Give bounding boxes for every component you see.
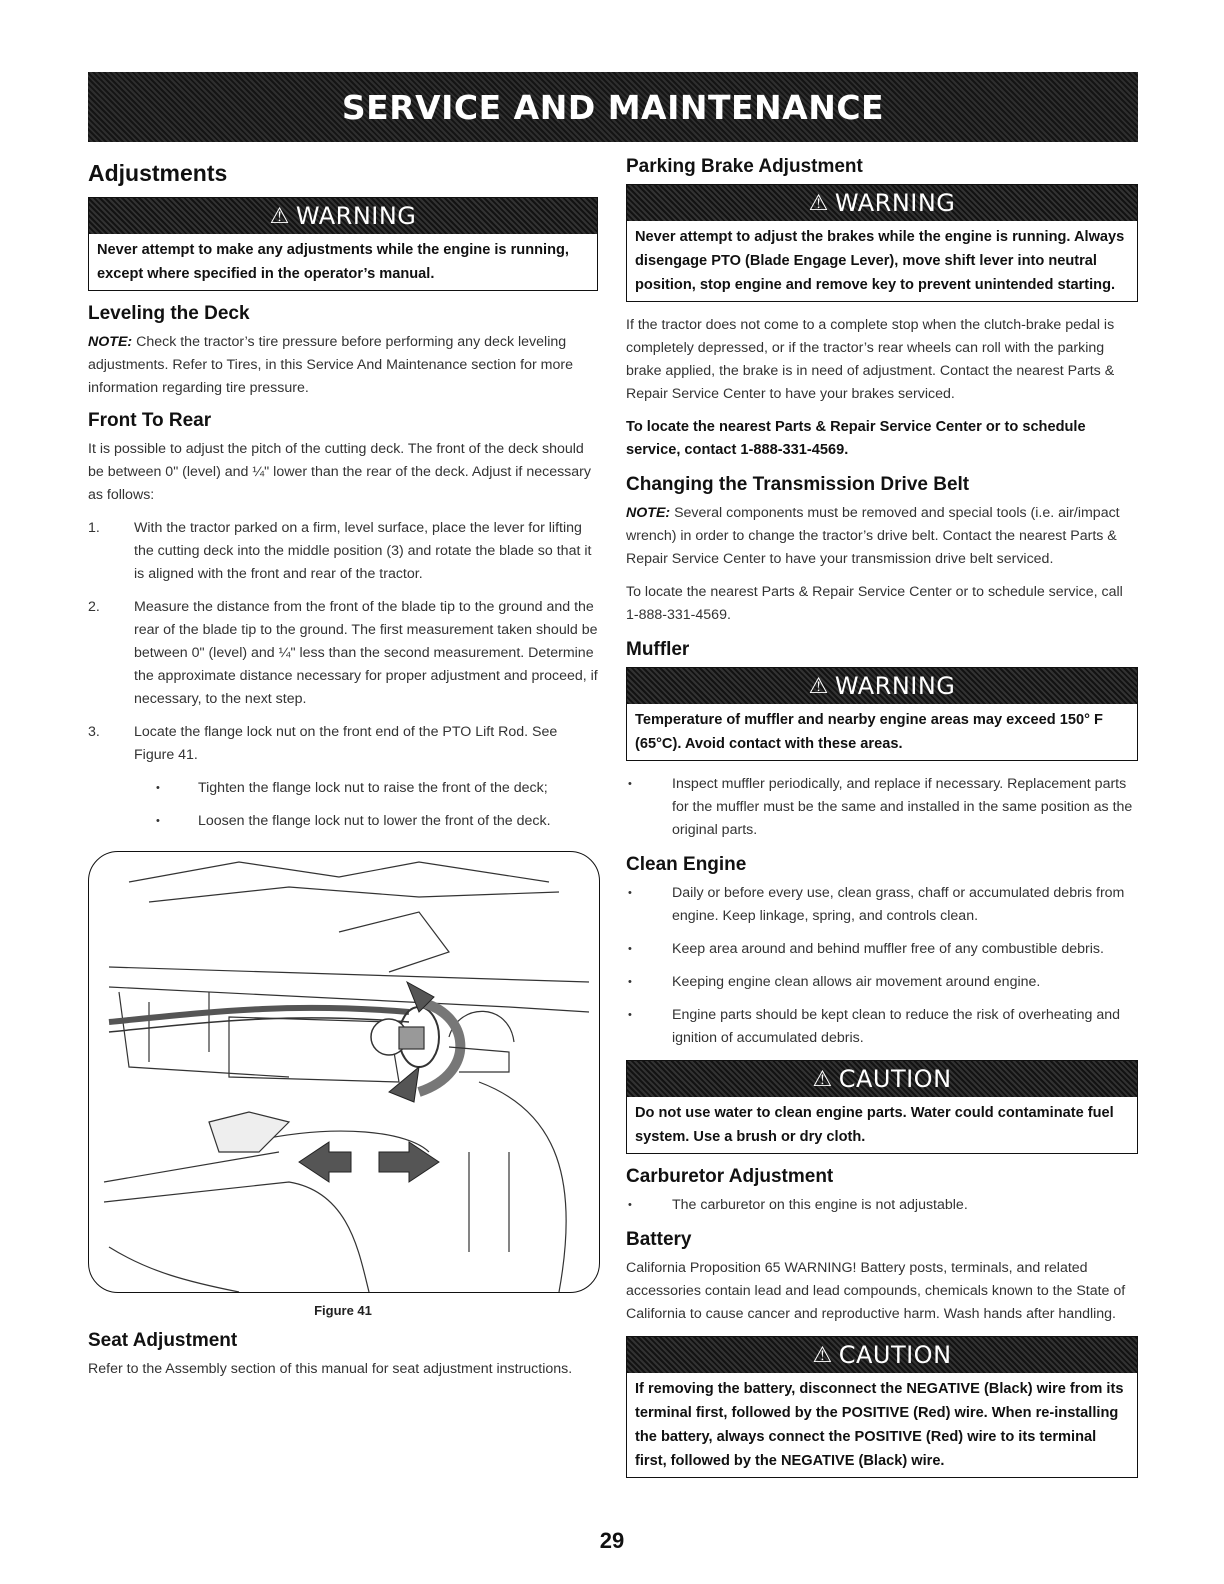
warning-box-parking	[626, 184, 1138, 302]
right-column	[626, 150, 1138, 1490]
warning-header	[627, 668, 1137, 704]
section-banner	[88, 72, 1138, 142]
warning-box-muffler	[626, 667, 1138, 761]
deck-adjustment-drawing	[89, 852, 599, 1292]
caution-box-clean	[626, 1060, 1138, 1154]
caution-triangle-icon: ⚠	[812, 1066, 833, 1092]
belt-text: To locate the nearest Parts & Repair Service Center or to schedule service, call 1-888-331-4569.	[626, 584, 1123, 623]
list-item: • Tighten the flange lock nut to raise the front of the deck;	[88, 777, 598, 800]
page-number: 29	[599, 1528, 625, 1553]
note-label: NOTE:	[88, 334, 133, 350]
warning-text: Never attempt to adjust the brakes while the engine is running. Always disengage PTO (Blade Engage Lever), move shift lever into neutral position, stop engine and remove key to prevent unintended starting.	[635, 229, 1125, 293]
warning-triangle-icon: ⚠	[269, 203, 290, 229]
parking-contact: To locate the nearest Parts & Repair Service Center or to schedule service, contact 1-888-331-4569.	[626, 419, 1086, 458]
warning-triangle-icon: ⚠	[808, 190, 829, 216]
warning-header	[89, 198, 597, 234]
clean-engine-bullets	[626, 882, 1138, 1050]
parking-text: If the tractor does not come to a complete stop when the clutch-brake pedal is completely depressed, or if the tractor’s rear wheels can roll with the parking brake applied, the brake is in need of adjustment. Contact the nearest Parts & Repair Service Center to have your brakes serviced.	[626, 317, 1115, 402]
belt-heading: Changing the Transmission Drive Belt	[626, 474, 970, 495]
front-rear-steps	[88, 517, 598, 767]
warning-box-adjustments	[88, 197, 598, 291]
list-item: 1. With the tractor parked on a firm, level surface, place the lever for lifting the cutting deck into the middle position (3) and rotate the blade so that it is aligned with the front and rear of the tractor.	[88, 520, 592, 582]
note-text: Several components must be removed and special tools (i.e. air/impact wrench) in order to change the tractor’s drive belt. Contact the nearest Parts & Repair Service Center to have your transmission drive belt serviced.	[626, 505, 1120, 567]
adjustments-heading: Adjustments	[88, 160, 228, 186]
caution-title: CAUTION	[838, 1341, 952, 1369]
caution-text: If removing the battery, disconnect the NEGATIVE (Black) wire from its terminal first, followed by the POSITIVE (Red) wire. When re-installing the battery, always connect the POSITIVE (Red) wire to its terminal first, followed by the NEGATIVE (Black) wire.	[635, 1381, 1124, 1469]
warning-title: WARNING	[834, 189, 956, 217]
caution-header	[627, 1337, 1137, 1373]
list-item: • Keep area around and behind muffler free of any combustible debris.	[626, 938, 1138, 961]
list-item: 2. Measure the distance from the front of the blade tip to the ground and the rear of the blade tip to the ground. The first measurement taken should be between 0" (level) and ¼" less than the second measurement. Determine the approximate distance necessary for proper adjustment and proceed, if necessary, to the next step.	[88, 599, 598, 707]
banner-title: SERVICE AND MAINTENANCE	[341, 87, 885, 127]
belt-note	[626, 502, 1138, 571]
caution-box-battery	[626, 1336, 1138, 1478]
list-item: • Loosen the flange lock nut to lower the front of the deck.	[88, 810, 598, 833]
list-item: • Inspect muffler periodically, and replace if necessary. Replacement parts for the muffler must be the same and installed in the same position as the original parts.	[626, 773, 1138, 842]
seat-text: Refer to the Assembly section of this manual for seat adjustment instructions.	[88, 1361, 573, 1377]
caution-header	[627, 1061, 1137, 1097]
note-text: Check the tractor’s tire pressure before performing any deck leveling adjustments. Refer to Tires, in this Service And Maintenance section for more information regarding tire pressure.	[88, 334, 573, 396]
list-item: • The carburetor on this engine is not adjustable.	[626, 1194, 1138, 1217]
battery-heading: Battery	[626, 1229, 692, 1250]
front-rear-intro: It is possible to adjust the pitch of the cutting deck. The front of the deck should be between 0" (level) and ¼" lower than the rear of the deck. Adjust if necessary as follows:	[88, 441, 591, 503]
warning-title: WARNING	[834, 672, 956, 700]
caution-title: CAUTION	[838, 1065, 952, 1093]
parking-brake-heading: Parking Brake Adjustment	[626, 156, 863, 177]
front-rear-bullets	[88, 777, 598, 833]
clean-engine-heading: Clean Engine	[626, 854, 747, 875]
carburetor-heading: Carburetor Adjustment	[626, 1166, 834, 1187]
figure-41-illustration	[88, 851, 600, 1293]
list-item: • Daily or before every use, clean grass, chaff or accumulated debris from engine. Keep linkage, spring, and controls clean.	[626, 882, 1138, 928]
list-item: • Engine parts should be kept clean to reduce the risk of overheating and ignition of accumulated debris.	[626, 1004, 1138, 1050]
front-rear-heading: Front To Rear	[88, 410, 212, 431]
figure-caption: Figure 41	[314, 1303, 372, 1318]
warning-text: Never attempt to make any adjustments while the engine is running, except where specified in the operator’s manual.	[97, 242, 569, 282]
warning-triangle-icon: ⚠	[808, 673, 829, 699]
seat-heading: Seat Adjustment	[88, 1330, 238, 1351]
leveling-note	[88, 331, 598, 400]
warning-header	[627, 185, 1137, 221]
note-label: NOTE:	[626, 505, 671, 521]
caution-triangle-icon: ⚠	[812, 1342, 833, 1368]
leveling-heading: Leveling the Deck	[88, 303, 250, 324]
muffler-bullets	[626, 773, 1138, 842]
left-column	[88, 150, 598, 1391]
carburetor-bullets	[626, 1194, 1138, 1217]
list-item: • Keeping engine clean allows air movement around engine.	[626, 971, 1138, 994]
battery-text: California Proposition 65 WARNING! Battery posts, terminals, and related accessories contain lead and lead compounds, chemicals known to the State of California to cause cancer and reproductive harm. Wash hands after handling.	[626, 1260, 1126, 1322]
warning-text: Temperature of muffler and nearby engine areas may exceed 150° F (65°C). Avoid contact with these areas.	[635, 712, 1103, 752]
warning-title: WARNING	[295, 202, 417, 230]
caution-text: Do not use water to clean engine parts. Water could contaminate fuel system. Use a brush or dry cloth.	[635, 1105, 1114, 1145]
muffler-heading: Muffler	[626, 639, 690, 660]
list-item: 3. Locate the flange lock nut on the front end of the PTO Lift Rod. See Figure 41.	[88, 724, 558, 763]
